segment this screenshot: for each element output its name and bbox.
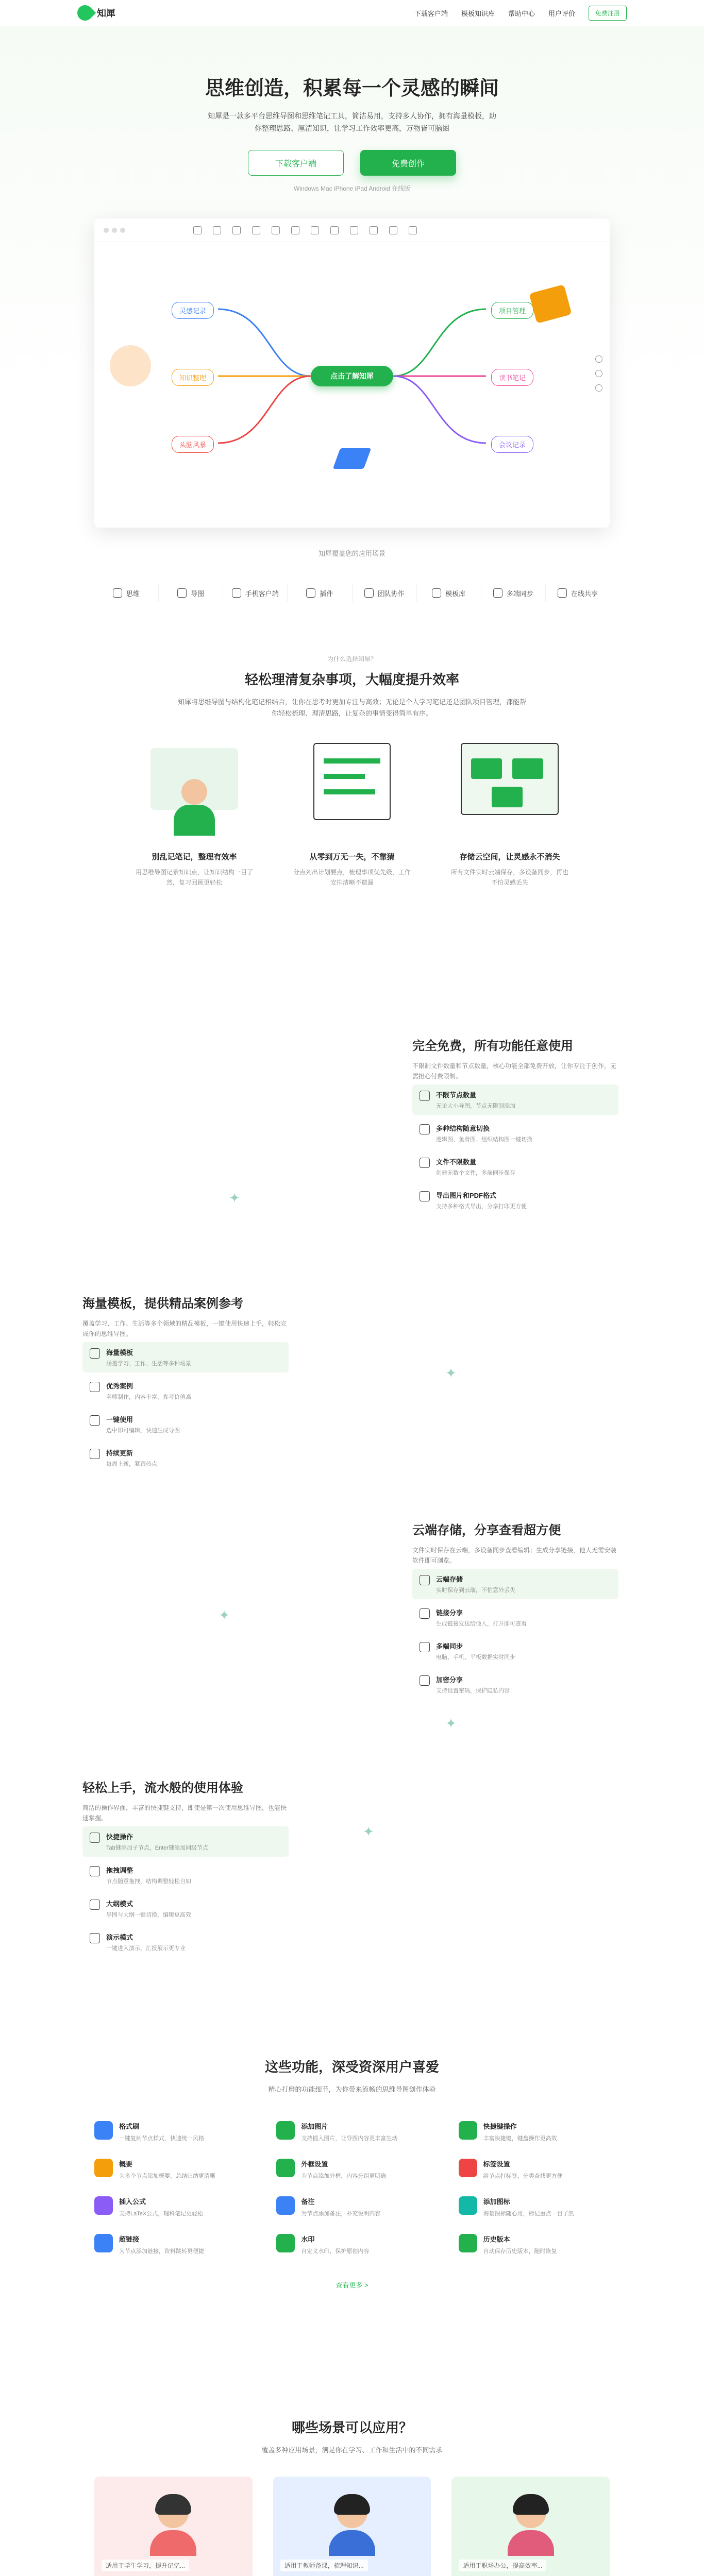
frame-icon[interactable] [291,226,299,234]
feature-item[interactable] [412,1151,618,1182]
feature-grid-title: 历史版本 [483,2235,510,2243]
feature-grid-item [459,2196,610,2218]
node-left-2[interactable]: 知识整理 [172,369,214,386]
feature-grid-desc: 自动保存历史版本，随时恢复 [483,2248,557,2255]
why-card-title: 存储云空间，让灵感永不消失 [459,853,560,861]
feature-item-desc: 实时保存到云端，不怕意外丢失 [436,1587,515,1594]
why-card [135,743,254,888]
feature-cloud [0,1520,704,1762]
feature-grid-desc: 海量图标随心用，标记重点一目了然 [483,2211,574,2217]
feature-grid-desc: 为节点添加链接，资料跳转更便捷 [119,2248,204,2255]
feature-item-desc: Tab键添加子节点，Enter键添加同级节点 [106,1845,209,1851]
feature-title: 云端存储，分享查看超方便 [412,1523,561,1537]
sparkle-icon: ✦ [445,1716,457,1731]
avatar-illustration [110,345,151,386]
why-card [293,743,411,888]
feature-grid-icon [94,2234,113,2252]
why-section [0,634,704,1036]
feature-grid-title: 插入公式 [119,2198,146,2206]
person-illustration [329,2497,375,2554]
person-illustration [150,2497,196,2554]
feature-item[interactable] [412,1118,618,1148]
feature-grid-title: 标签设置 [483,2160,510,2168]
feature-grid-icon [459,2234,477,2252]
phone-icon [232,588,241,598]
strip-item[interactable] [223,584,288,602]
tag-icon[interactable] [370,226,378,234]
file-icon [420,1158,430,1168]
feature-grid-title: 添加图片 [301,2123,328,2130]
feature-item[interactable] [82,1826,289,1857]
sparkle-icon: ✦ [445,1365,457,1381]
feature-item-title: 海量模板 [106,1349,133,1357]
feature-desc: 文件实时保存在云端，多设备同步查看编辑；生成分享链接，他人无需安装软件即可浏览。 [412,1547,617,1564]
feature-item-desc: 导图与大纲一键切换，编辑更高效 [106,1912,191,1918]
feature-grid-title: 概要 [119,2160,133,2168]
strip-label: 在线共享 [571,589,598,598]
feature-grid-desc: 丰富快捷键，键盘操作更高效 [483,2136,557,2142]
feature-item[interactable] [82,1443,289,1473]
feature-grid-icon [94,2159,113,2177]
feature-desc: 简洁的操作界面，丰富的快捷键支持，即使是第一次使用思维导图，也能快速掌握。 [82,1804,287,1822]
nav-templates[interactable]: 模板知识库 [461,9,495,18]
feature-grid-title: 格式刷 [119,2123,140,2130]
scenario-card[interactable] [273,2477,431,2576]
nav-help[interactable]: 帮助中心 [508,9,535,18]
feature-grid-item [94,2121,245,2143]
node-right-3[interactable]: 会议记录 [491,436,533,453]
section-desc: 覆盖多种应用场景，满足你在学习、工作和生活中的不同需求 [261,2446,443,2454]
feature-grid-icon [276,2196,295,2215]
feature-title: 完全免费，所有功能任意使用 [412,1039,573,1053]
brand-logo[interactable] [77,5,115,21]
feature-item[interactable] [82,1927,289,1957]
feature-grid-item [276,2159,427,2181]
feature-item-title: 多端同步 [436,1642,463,1650]
download-client-button[interactable]: 下载客户端 [248,150,344,176]
sync-icon [420,1642,430,1652]
share-icon [558,588,567,598]
section-desc: 知犀将思维导图与结构化笔记相结合，让你在思考时更加专注与高效；无论是个人学习笔记还是团队项目管理，都能帮你轻松梳理、理清思路，让复杂的事情变得简单有序。 [177,698,526,717]
why-card-desc: 分点列出计划要点，梳理事项优先级，工作安排清晰不遗漏 [293,869,411,886]
feature-grid-item [276,2121,427,2143]
drag-icon [90,1866,100,1876]
feature-grid-title: 外框设置 [301,2160,328,2168]
strip-item[interactable] [94,584,159,602]
feature-grid-desc: 为节点添加备注，补充说明内容 [301,2211,381,2217]
cloud-icon [420,1575,430,1585]
node-icon [420,1091,430,1101]
redo-icon[interactable] [213,226,221,234]
present-icon [90,1933,100,1943]
feature-grid-item [94,2196,245,2218]
zoom-in-icon[interactable] [595,355,602,363]
mindmap-icon [113,588,122,598]
note-icon[interactable] [350,226,358,234]
planner-illustration [293,743,411,841]
strip-item[interactable] [159,584,223,602]
feature-item-title: 导出图片和PDF格式 [436,1192,497,1199]
feature-item-title: 多种结构随意切换 [436,1125,490,1132]
feature-grid-desc: 为节点添加外框，内容分组更明确 [301,2173,387,2179]
mindmap-preview [94,218,610,528]
node-right-1[interactable]: 项目管理 [491,302,533,319]
platform-list: Windows Mac iPhone iPad Android 在线版 [293,185,411,192]
feature-grid-desc: 支持LaTeX公式，理科笔记更轻松 [119,2211,204,2217]
scenario-label: 适用于教师备课，梳理知识... [280,2560,368,2571]
strip-label: 插件 [320,589,333,598]
feature-item-desc: 电脑、手机、平板数据实时同步 [436,1654,515,1660]
feature-grid-icon [276,2121,295,2140]
feature-grid-icon [94,2121,113,2140]
window-dots [104,228,125,233]
feature-item-desc: 无论大小导图，节点无限制添加 [436,1103,515,1109]
click-icon [90,1415,100,1426]
feature-item[interactable] [412,1569,618,1599]
feature-item[interactable] [412,1185,618,1215]
feature-grid-item [276,2234,427,2256]
lock-icon [420,1675,430,1686]
feature-item[interactable] [82,1409,289,1439]
feature-item-title: 链接分享 [436,1609,463,1617]
register-button[interactable]: 免费注册 [589,6,627,21]
student-illustration [135,743,254,841]
person-illustration [508,2497,554,2554]
why-card-title: 从零到万无一失，不靠猜 [309,853,395,861]
feature-item[interactable] [82,1860,289,1890]
undo-icon[interactable] [193,226,202,234]
zoom-controls [595,355,602,392]
free-create-button[interactable]: 免费创作 [360,150,456,176]
section-title: 哪些场景可以应用？ [291,2420,412,2435]
feature-item-desc: 生成链接发送给他人，打开即可查看 [436,1621,527,1627]
export-icon [420,1191,430,1201]
feature-grid-item [459,2121,610,2143]
feature-item-title: 云端存储 [436,1575,463,1583]
leaf-logo-icon [74,2,96,24]
feature-item-title: 优秀案例 [106,1382,133,1390]
link-icon [420,1608,430,1619]
section-tag: 为什么选择知犀？ [327,655,377,663]
feature-grid-icon [459,2121,477,2140]
feature-item[interactable] [412,1084,618,1115]
mindmap-canvas [94,242,610,528]
features-grid [94,2121,610,2256]
feature-item-desc: 逻辑图、鱼骨图、组织结构图一键切换 [436,1137,532,1143]
feature-item-title: 拖拽调整 [106,1867,133,1874]
scenario-label: 适用于职场办公，提高效率... [459,2560,546,2571]
feature-item-desc: 支持多种格式导出，分享打印更方便 [436,1204,527,1210]
feature-item-desc: 涵盖学习、工作、生活等多种场景 [106,1361,191,1367]
section-title: 这些功能，深受资深用户喜爱 [264,2059,439,2075]
feature-grid-desc: 自定义水印，保护原创内容 [301,2248,370,2255]
center-node[interactable]: 点击了解知犀 [311,366,393,386]
add-node-icon[interactable] [232,226,241,234]
link-icon[interactable] [330,226,339,234]
strip-label: 模板库 [445,589,466,598]
main-nav [414,6,627,21]
scenario-label: 适用于学生学习，提升记忆... [102,2560,189,2571]
feature-item-desc: 创建无数个文件，多端同步保存 [436,1170,515,1176]
feature-grid-item [94,2159,245,2181]
hero-title: 思维创造，积累每一个灵感的瞬间 [205,78,499,99]
feature-item[interactable] [412,1636,618,1666]
feature-item[interactable] [82,1893,289,1924]
node-left-1[interactable]: 灵感记录 [172,302,214,319]
feature-grid-title: 添加图标 [483,2198,510,2206]
why-card-desc: 用思维导图记录知识点，让知识结构一目了然，复习回顾更轻松 [135,869,253,886]
star-icon [90,1382,100,1392]
refresh-icon [90,1449,100,1459]
cloud-illustration [450,743,569,841]
strip-item[interactable] [481,584,546,602]
feature-item[interactable] [82,1342,289,1372]
strip-item[interactable] [288,584,352,602]
feature-desc: 不限制文件数量和节点数量，核心功能全部免费开放，让你专注于创作，无需担心付费限制。 [412,1062,617,1080]
feature-grid-item [94,2234,245,2256]
feature-item-title: 一键使用 [106,1416,133,1423]
feature-desc: 覆盖学习、工作、生活等多个领域的精品模板，一键使用快速上手，轻松完成你的思维导图。 [82,1320,287,1337]
feature-grid-desc: 一键复制节点样式，快速统一风格 [119,2136,204,2142]
feature-free [0,1036,704,1278]
feature-grid-title: 水印 [301,2235,315,2243]
strip-item[interactable] [353,584,417,602]
section-desc: 精心打磨的功能细节，为你带来流畅的思维导图创作体验 [268,2086,436,2093]
feature-grid-icon [276,2234,295,2252]
editor-toolbar [94,218,610,242]
why-card-desc: 所有文件实时云端保存，多设备同步，再也不怕灵感丢失 [450,869,568,886]
feature-item-title: 加密分享 [436,1676,463,1684]
template-icon [90,1348,100,1359]
sparkle-icon: ✦ [229,1190,240,1206]
feature-grid-title: 快捷键操作 [483,2123,517,2130]
feature-title: 海量模板，提供精品案例参考 [82,1297,243,1311]
hero-subtitle: 知犀是一款多平台思维导图和思维笔记工具，简洁易用，支持多人协作，拥有海量模板，助你整理思路、厘清知识，让学习工作效率更高，万物皆可脑图 [208,112,496,132]
scenario-section [0,2391,704,2576]
feature-item[interactable] [82,1376,289,1406]
feature-item-title: 文件不限数量 [436,1158,477,1166]
structure-icon [420,1124,430,1134]
feature-grid-title: 备注 [301,2198,315,2206]
feature-item-desc: 名师制作，内容丰富，参考价值高 [106,1394,191,1400]
feature-item[interactable] [412,1602,618,1633]
strip-title: 知犀覆盖您的应用场景 [318,550,385,557]
brand-name: 知犀 [97,8,115,19]
strip-label: 多端同步 [506,589,533,598]
node-right-2[interactable]: 读书笔记 [491,369,533,386]
strip-label: 思维 [126,589,140,598]
sparkle-icon: ✦ [363,1824,374,1839]
outline-icon [90,1900,100,1910]
feature-grid-icon [276,2159,295,2177]
why-card-title: 别乱记笔记，整理有效率 [152,853,237,861]
node-left-3[interactable]: 头脑风暴 [172,436,214,453]
scenario-grid [94,2477,610,2576]
scenario-card[interactable] [94,2477,253,2576]
feature-grid-desc: 给节点打标签，分类查找更方便 [483,2173,563,2179]
feature-item-title: 演示模式 [106,1934,133,1941]
feature-grid-item [459,2159,610,2181]
nav-download[interactable]: 下载客户端 [414,9,448,18]
feature-grid-desc: 支持插入图片，让导图内容更丰富生动 [301,2136,398,2142]
feature-easy [0,1762,704,2030]
feature-item-title: 不限节点数量 [436,1091,477,1099]
feature-grid-item [459,2234,610,2256]
strip-label: 团队协作 [377,589,405,598]
features-grid-section [0,2030,704,2391]
feature-item-desc: 一键进入演示，汇报展示更专业 [106,1945,186,1952]
feature-item-desc: 每周上新，紧跟热点 [106,1461,157,1467]
sparkle-icon: ✦ [219,1607,230,1623]
keyboard-icon [90,1833,100,1843]
summary-icon[interactable] [272,226,280,234]
feature-grid-icon [459,2196,477,2215]
team-icon [364,588,374,598]
export-icon[interactable] [409,226,417,234]
fit-icon[interactable] [595,384,602,392]
map-icon [177,588,187,598]
plugin-icon [306,588,315,598]
top-header [0,0,704,26]
feature-grid-title: 超链接 [119,2235,140,2243]
feature-grid-icon [94,2196,113,2215]
feature-grid-desc: 为多个节点添加概要，总结归纳更清晰 [119,2173,215,2179]
section-title: 轻松理清复杂事项，大幅度提升效率 [244,672,459,687]
feature-templates [0,1278,704,1520]
nav-reviews[interactable]: 用户评价 [548,9,575,18]
more-features-link[interactable]: 查看更多 > [336,2281,368,2289]
scenario-card[interactable] [451,2477,610,2576]
why-card [450,743,569,888]
feature-title: 轻松上手，流水般的使用体验 [82,1781,243,1795]
sync-icon [493,588,502,598]
feature-grid-item [276,2196,427,2218]
feature-item-title: 大纲模式 [106,1900,133,1908]
style-icon[interactable] [389,226,397,234]
feature-item-desc: 选中即可编辑，快速生成导图 [106,1428,180,1434]
feature-item[interactable] [412,1669,618,1700]
template-icon [432,588,441,598]
strip-label: 导图 [191,589,205,598]
strip-item[interactable] [417,584,481,602]
strip-label: 手机客户端 [245,589,279,598]
feature-strip [94,584,610,602]
zoom-out-icon[interactable] [595,370,602,377]
feature-item-desc: 节点随意拖拽，结构调整轻松自如 [106,1878,191,1885]
feature-item-title: 持续更新 [106,1449,133,1457]
feature-item-desc: 支持设置密码，保护隐私内容 [436,1688,510,1694]
image-icon[interactable] [311,226,319,234]
add-subnode-icon[interactable] [252,226,260,234]
hero-section [0,26,704,634]
feature-grid-icon [459,2159,477,2177]
strip-item[interactable] [546,584,610,602]
feature-item-title: 快捷操作 [106,1833,133,1841]
